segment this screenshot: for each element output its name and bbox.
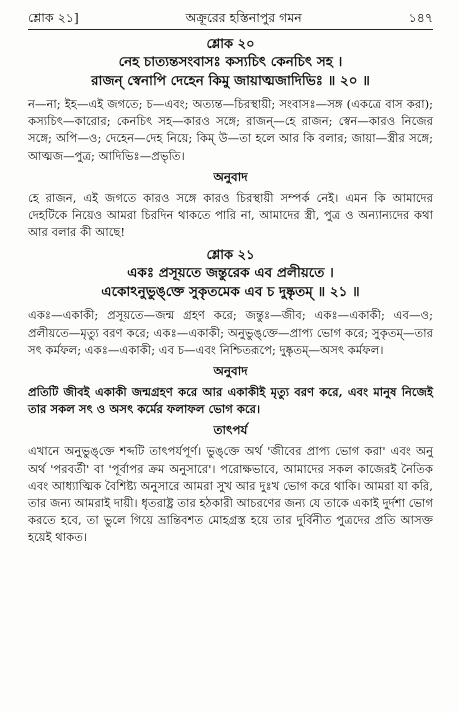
header-page-number: ১৪৭ (408, 10, 433, 25)
verse-21-translation-label: অনুবাদ (213, 364, 248, 379)
verse-20-line-1: নেহ চাত্যন্তসংবাসঃ কস্যচিৎ কেনচিৎ সহ । (118, 54, 343, 70)
running-header (28, 0, 433, 26)
verse-21-line-2: একোঽনুভুঙ্‌ক্তে সুকৃতমেক এব চ দুষ্কৃতম্ ॥ ২১ ॥ (101, 284, 360, 301)
verse-20-label: শ্লোক ২০ (206, 37, 255, 52)
verse-20-line-2: রাজন্ স্বেনাপি দেহেন কিমু জায়াত্মজাদিভিঃ ॥ ২০ ॥ (91, 73, 370, 89)
verse-21-synonyms: একঃ—একাকী; প্রসূয়তে—জন্ম গ্রহণ করে; জন্তুঃ—জীব; একঃ—একাকী; এব—ও; প্রলীয়তে—মৃত্যু বরণ করে; একঃ—একাকী; অনুভুঙ্‌ক্তে—প্রাপ্য ভোগ করে; সুকৃতম্—তার সৎ কর্মফল; একঃ—একাকী; এব চ—এবং নিশ্চিতরূপে; দুষ্কৃতম্—অসৎ কর্মফল। (28, 308, 433, 357)
verse-21-purport: এখানে অনুভুঙ্‌ক্তে শব্দটি তাৎপর্যপূর্ণ। ভুঙ্‌ক্তে অর্থ 'জীবের প্রাপ্য ভোগ করা' এবং অনু অর্থ 'পরবর্তী' বা 'পূর্বাপর ক্রম অনুসারে'। পরোক্ষভাবে, আমাদের সকল কাজেরই নৈতিক এবং আধ্যাত্মিক বৈশিষ্ট্য অনুসারে আমরা সুখ আর দুঃখ ভোগ করে থাকি। আমরা যা করি, তার জন্য আমরাই দায়ী। ধৃতরাষ্ট্র তার হঠকারী আচরণের জন্য যে তাকে একাই দুর্দশা ভোগ করতে হবে, তা ভুলে গিয়ে ভ্রান্তিবশত মোহগ্রস্ত হয়ে তার দুর্বিনীত পুত্রদের প্রতি আসক্ত হয়েই থাকত। (28, 444, 433, 545)
verse-21-purport-label: তাৎপর্য (213, 423, 248, 438)
verse-20-translation: হে রাজন, এই জগতে কারও সঙ্গে কারও চিরস্থায়ী সম্পর্ক নেই। এমন কি আমাদের দেহটিকে নিয়েও আমরা চিরদিন থাকতে পারি না, আমাদের স্ত্রী, পুত্র ও অন্যান্যদের কথা আর বলার কী আছে! (28, 190, 433, 240)
verse-21-label: শ্লোক ২১ (206, 248, 255, 264)
header-rule (28, 29, 433, 30)
verse-21-translation: প্রতিটি জীবই একাকী জন্মগ্রহণ করে আর একাকীই মৃত্যু বরণ করে, এবং মানুষ নিজেই তার সকল সৎ ও অসৎ কর্মের ফলাফল ভোগ করে। (28, 385, 433, 417)
verse-21-line-1: একঃ প্রসূয়তে জন্তুরেক এব প্রলীয়তে । (127, 265, 334, 282)
verse-20-synonyms: ন—না; ইহ—এই জগতে; চ—এবং; অত্যন্ত—চিরস্থায়ী; সংবাসঃ—সঙ্গ (একত্রে বাস করা); কস্যচিৎ—কারোর; কেনচিৎ সহ—কারও সঙ্গে; রাজন্—হে রাজন; স্বেন—কারও নিজের সঙ্গে; অপি—ও; দেহেন—দেহ নিয়ে; কিম্ উ—তা হলে আর কি বলার; জায়া—স্ত্রীর সঙ্গে; আত্মজ—পুত্র; আদিভিঃ—প্রভৃতি। (28, 97, 433, 163)
header-verse-ref: শ্লোক ২১] (28, 10, 79, 25)
verse-20-translation-label: অনুবাদ (213, 169, 248, 184)
header-chapter-title: অক্রূরের হস্তিনাপুর গমন (185, 10, 302, 25)
